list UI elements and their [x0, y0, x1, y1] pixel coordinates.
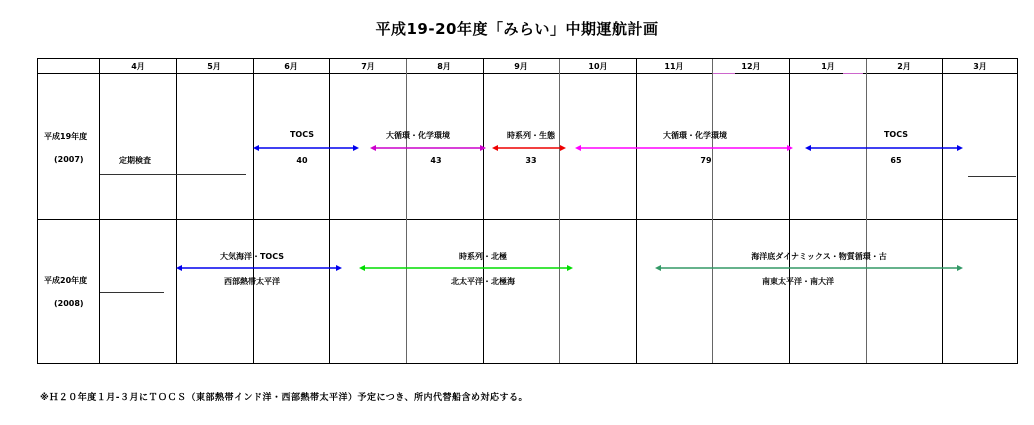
- month-header: 12月: [741, 62, 761, 71]
- month-header: 2月: [897, 62, 911, 71]
- cruise-region: 南東太平洋・南大洋: [762, 277, 834, 286]
- col-line: [99, 59, 100, 363]
- cruise-arrow: [805, 143, 963, 153]
- cruise-label: 大循環・化学環境: [386, 131, 450, 140]
- cruise-label: 大気海洋・TOCS: [219, 252, 285, 261]
- col-line: [329, 59, 330, 363]
- month-header: 11月: [664, 62, 684, 71]
- cruise-days: 79: [700, 156, 712, 165]
- schedule-table: [37, 58, 1018, 364]
- month-header: 7月: [361, 62, 375, 71]
- col-line: [559, 59, 560, 363]
- cruise-region: 西部熱帯太平洋: [224, 277, 280, 286]
- maintenance-label: 定期検査: [119, 156, 151, 165]
- cruise-label: TOCS: [883, 130, 909, 139]
- month-header: 10月: [588, 62, 608, 71]
- col-line: [483, 59, 484, 363]
- cruise-arrow: [655, 263, 963, 273]
- cruise-arrow: [370, 143, 486, 153]
- col-line: [942, 59, 943, 363]
- col-line: [406, 59, 407, 363]
- col-line: [866, 59, 867, 363]
- page-title: 平成19-20年度「みらい」中期運航計画: [375, 20, 659, 38]
- header-tick: [843, 73, 863, 74]
- month-header: 6月: [284, 62, 298, 71]
- row-western-year: (2008): [54, 299, 84, 308]
- footnote: ※Ｈ２０年度１月-３月にＴＯＣＳ（東部熱帯インド洋・西部熱帯太平洋）予定につき、所内代替船含め対応する。: [40, 393, 528, 403]
- cruise-arrow: [492, 143, 566, 153]
- cruise-label: TOCS: [289, 130, 315, 139]
- cruise-label: 大循環・化学環境: [663, 131, 727, 140]
- col-line: [253, 59, 254, 363]
- maintenance-line: [100, 174, 246, 175]
- cruise-arrow: [575, 143, 793, 153]
- col-line: [789, 59, 790, 363]
- cruise-days: 65: [890, 156, 902, 165]
- cruise-label: 海洋底ダイナミックス・物質循環・古: [751, 252, 887, 261]
- col-line: [636, 59, 637, 363]
- cruise-arrow: [253, 143, 359, 153]
- cruise-days: 43: [430, 156, 442, 165]
- row-divider: [38, 219, 1017, 220]
- period-line: [100, 292, 164, 293]
- month-header: 3月: [973, 62, 987, 71]
- cruise-label: 時系列・北極: [459, 252, 507, 261]
- cruise-arrow: [359, 263, 573, 273]
- col-line: [712, 59, 713, 363]
- col-line: [176, 59, 177, 363]
- period-line: [968, 176, 1016, 177]
- cruise-arrow: [176, 263, 342, 273]
- cruise-region: 北太平洋・北極海: [451, 277, 515, 286]
- month-header: 4月: [131, 62, 145, 71]
- row-year-label: 平成20年度: [44, 276, 88, 285]
- header-divider: [38, 73, 1017, 74]
- month-header: 5月: [207, 62, 221, 71]
- cruise-days: 40: [296, 156, 308, 165]
- month-header: 9月: [514, 62, 528, 71]
- cruise-label: 時系列・生態: [507, 131, 555, 140]
- row-year-label: 平成19年度: [44, 132, 88, 141]
- month-header: 8月: [437, 62, 451, 71]
- header-tick: [713, 73, 735, 74]
- row-western-year: (2007): [54, 155, 84, 164]
- cruise-days: 33: [525, 156, 537, 165]
- month-header: 1月: [821, 62, 835, 71]
